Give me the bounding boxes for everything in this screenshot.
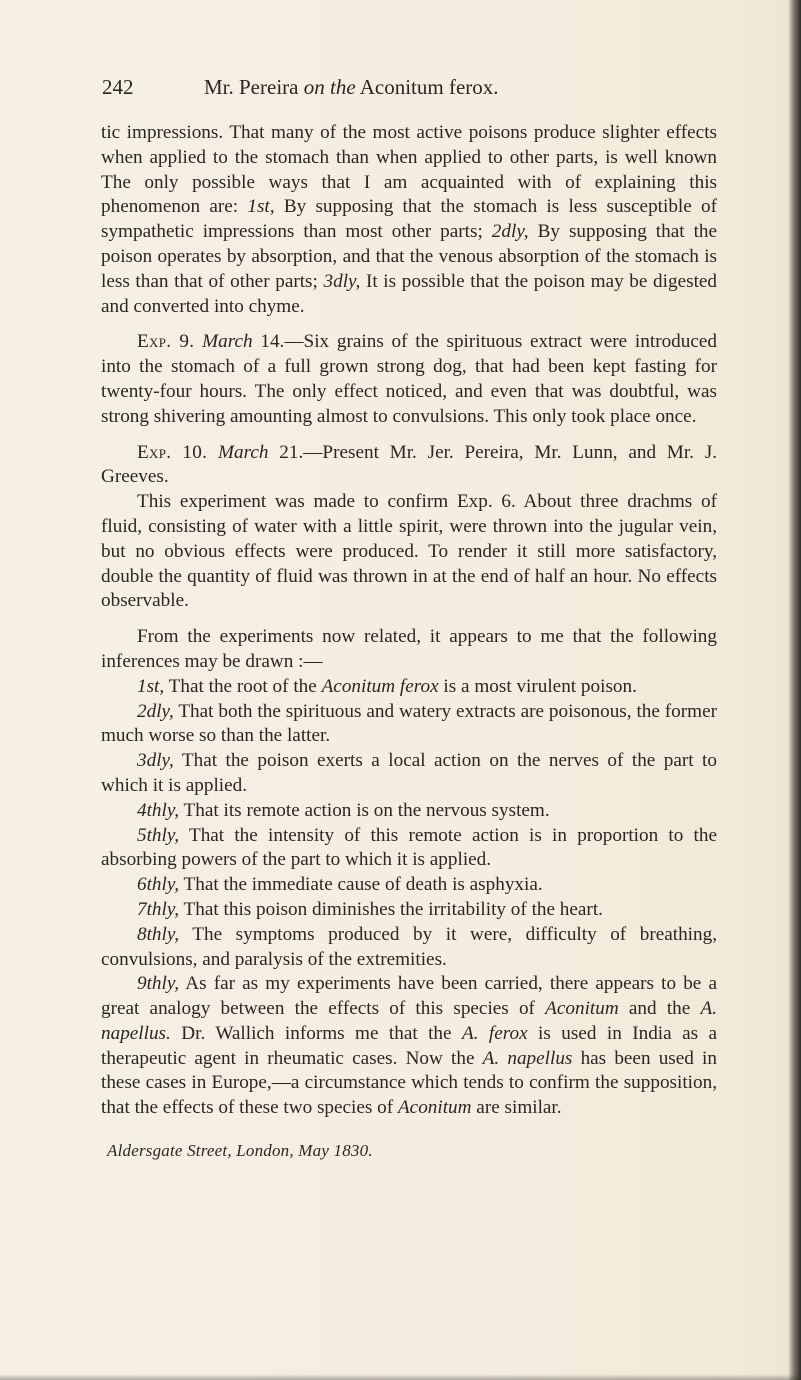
signoff: Aldersgate Street, London, May 1830. [107,1141,373,1161]
inference-7: 7thly, That this poison diminishes the irritability of the heart. [137,898,603,920]
inference-3: 3dly, That the poison exerts a local action on the nerves of the part to which it is applied. [101,750,717,796]
page-number: 242 [102,75,134,99]
inference-1: 1st, That the root of the Aconitum ferox is a most virulent poison. [137,675,637,697]
inference-9: 9thly, As far as my experiments have been carried, there appears to be a great analogy between the effects of this species of Aconitum and the A. napellus. Dr. Wallich informs me that the A. ferox is used in India as a therapeutic agent in rheumatic cases. Now the A. napellus has been used in these cases in Europe,—a circumstance which tends to confirm the supposition, that the effects of these two species of Aconitum are similar. [101,973,717,1119]
exp-10-label: Exp. 10. [137,441,208,463]
running-head-subject: Aconitum ferox. [359,75,499,99]
paragraph-inferences-intro: From the experiments now related, it appears to me that the following inferences may be drawn :— [101,626,717,672]
page-edge-shadow [789,0,801,1380]
paragraph-exp-10: Exp. 10. March 21.—Present Mr. Jer. Pereira, Mr. Lunn, and Mr. J. Greeves. [101,441,717,488]
inference-5: 5thly, That the intensity of this remote action is in proportion to the absorbing powers of the part to which it is applied. [101,824,717,871]
paragraph-exp-10-body: This experiment was made to confirm Exp. 6. About three drachms of fluid, consisting of water with a little spirit, were thrown into the jugular vein, but no obvious effects were produced. To render it still more satisfactory, double the quantity of fluid was thrown in at the end of half an hour. No effects observable. [101,491,717,612]
exp-9-date: March [202,331,253,353]
exp-10-date: March [218,441,269,463]
inference-4: 4thly, That its remote action is on the nervous system. [137,799,550,821]
inference-8: 8thly, The symptoms produced by it were, difficulty of breathing, convulsions, and paralysis of the extremities. [101,923,717,970]
page-bottom-shadow [0,1374,801,1380]
running-head-author: Mr. Pereira [204,75,299,99]
exp-9-label: Exp. 9. [137,331,195,353]
running-head [204,75,499,100]
paragraph-exp-9: Exp. 9. March 14.—Six grains of the spirituous extract were introduced into the stomach of a full grown strong dog, that had been kept fasting for twenty-four hours. The only effect noticed, and even that was doubtful, was strong shivering amounting almost to convulsions. This only took place once. [101,331,717,427]
running-head-on: on the [303,75,356,99]
inference-2: 2dly, That both the spirituous and watery extracts are poisonous, the former much worse so than the latter. [101,700,717,747]
page-content [101,75,717,1164]
inference-6: 6thly, That the immediate cause of death is asphyxia. [137,874,543,896]
paragraph-absorption: tic impressions. That many of the most active poisons produce slighter effects when applied to the stomach than when applied to other parts, is well known The only possible ways that I am acquainted with of explaining this phenomenon are: 1st, By supposing that the stomach is less susceptible of sympathetic impressions than most other parts; 2dly, By supposing that the poison operates by absorption, and that the venous absorption of the stomach is less than that of other parts; 3dly, It is possible that the poison may be digested and converted into chyme. [101,122,718,317]
running-header [101,75,717,101]
